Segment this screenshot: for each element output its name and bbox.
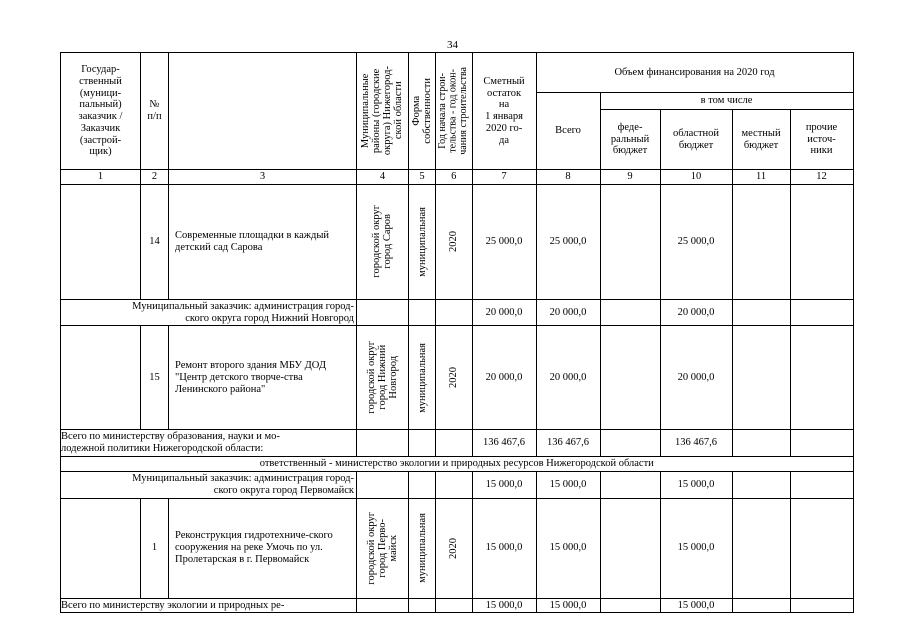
regional-budget: 136 467,6 (660, 430, 732, 457)
year: 2020 (448, 367, 460, 389)
colnum: 3 (169, 170, 357, 185)
header-years: Год начала строи- тельства - год окон- чания строительства (437, 67, 470, 155)
ownership: муниципальная (416, 513, 428, 583)
year: 2020 (448, 537, 460, 559)
regional-budget: 15 000,0 (660, 598, 732, 613)
colnum: 9 (600, 170, 660, 185)
row-number: 14 (141, 184, 169, 299)
ownership: муниципальная (416, 342, 428, 413)
header-federal: феде- ральный бюджет (600, 110, 660, 170)
header-including: в том числе (600, 93, 853, 110)
page-number: 34 (447, 39, 458, 51)
colnum: 7 (472, 170, 536, 185)
header-local: местный бюджет (732, 110, 790, 170)
table-row (61, 498, 854, 598)
regional-budget: 15 000,0 (660, 498, 732, 598)
district: городской округ город Нижний Новгород (365, 341, 399, 415)
header-regional: областной бюджет (660, 110, 732, 170)
total: 25 000,0 (536, 184, 600, 299)
table-row (61, 471, 854, 498)
table-row (61, 598, 854, 613)
colnum: 8 (536, 170, 600, 185)
header-other: прочие источ- ники (790, 110, 853, 170)
header-number: № п/п (141, 53, 169, 170)
district: городской округ город Перво- майск (365, 511, 399, 585)
total: 136 467,6 (536, 430, 600, 457)
customer-label: Муниципальный заказчик: администрация город- ского округа город Первомайск (61, 471, 357, 498)
estimate-rest: 15 000,0 (472, 471, 536, 498)
colnum: 11 (732, 170, 790, 185)
regional-budget: 25 000,0 (660, 184, 732, 299)
table-row (61, 430, 854, 457)
colnum: 6 (436, 170, 473, 185)
total: 15 000,0 (536, 598, 600, 613)
customer-label: Муниципальный заказчик: администрация город- ского округа город Нижний Новгород (61, 299, 357, 326)
header-name (169, 53, 357, 170)
colnum: 10 (660, 170, 732, 185)
row-number: 1 (141, 498, 169, 598)
colnum: 5 (409, 170, 436, 185)
object-name: Ремонт второго здания МБУ ДОД "Центр детского творче-ства Ленинского района" (169, 326, 357, 430)
estimate-rest: 136 467,6 (472, 430, 536, 457)
table-row (61, 456, 854, 471)
header-customer: Государ- ственный (муници- пальный) заказчик / Заказчик (застрой- щик) (61, 53, 141, 170)
header-financing: Объем финансирования на 2020 год (536, 53, 853, 93)
estimate-rest: 25 000,0 (472, 184, 536, 299)
district: городской округ город Саров (371, 205, 394, 279)
total: 20 000,0 (536, 299, 600, 326)
regional-budget: 20 000,0 (660, 299, 732, 326)
total-label: Всего по министерству экологии и природных ре- (61, 598, 357, 613)
colnum: 12 (790, 170, 853, 185)
colnum: 2 (141, 170, 169, 185)
financing-table (60, 52, 854, 613)
header-ownership: Форма собственности (411, 78, 434, 144)
estimate-rest: 20 000,0 (472, 299, 536, 326)
column-numbers-row (61, 170, 854, 185)
total-label: Всего по министерству образования, науки и мо- лодежной политики Нижегородской области: (61, 430, 357, 457)
total: 20 000,0 (536, 326, 600, 430)
header-district: Муниципальные районы (городские округа) Нижегород- ской области (360, 66, 405, 156)
header-total: Всего (536, 93, 600, 170)
ownership: муниципальная (416, 206, 428, 277)
row-number: 15 (141, 326, 169, 430)
regional-budget: 20 000,0 (660, 326, 732, 430)
year: 2020 (448, 231, 460, 253)
header-estimate-rest: Сметный остаток на 1 января 2020 го- да (472, 53, 536, 170)
regional-budget: 15 000,0 (660, 471, 732, 498)
colnum: 4 (357, 170, 409, 185)
total: 15 000,0 (536, 498, 600, 598)
table-row (61, 299, 854, 326)
responsible-label: ответственный - министерство экологии и природных ресурсов Нижегородской области (61, 456, 854, 471)
colnum: 1 (61, 170, 141, 185)
estimate-rest: 15 000,0 (472, 598, 536, 613)
object-name: Современные площадки в каждый детский сад Сарова (169, 184, 357, 299)
total: 15 000,0 (536, 471, 600, 498)
estimate-rest: 15 000,0 (472, 498, 536, 598)
object-name: Реконструкция гидротехниче-ского сооружения на реке Умочь по ул. Пролетарская в г. Первомайск (169, 498, 357, 598)
table-row (61, 326, 854, 430)
estimate-rest: 20 000,0 (472, 326, 536, 430)
table-row (61, 184, 854, 299)
